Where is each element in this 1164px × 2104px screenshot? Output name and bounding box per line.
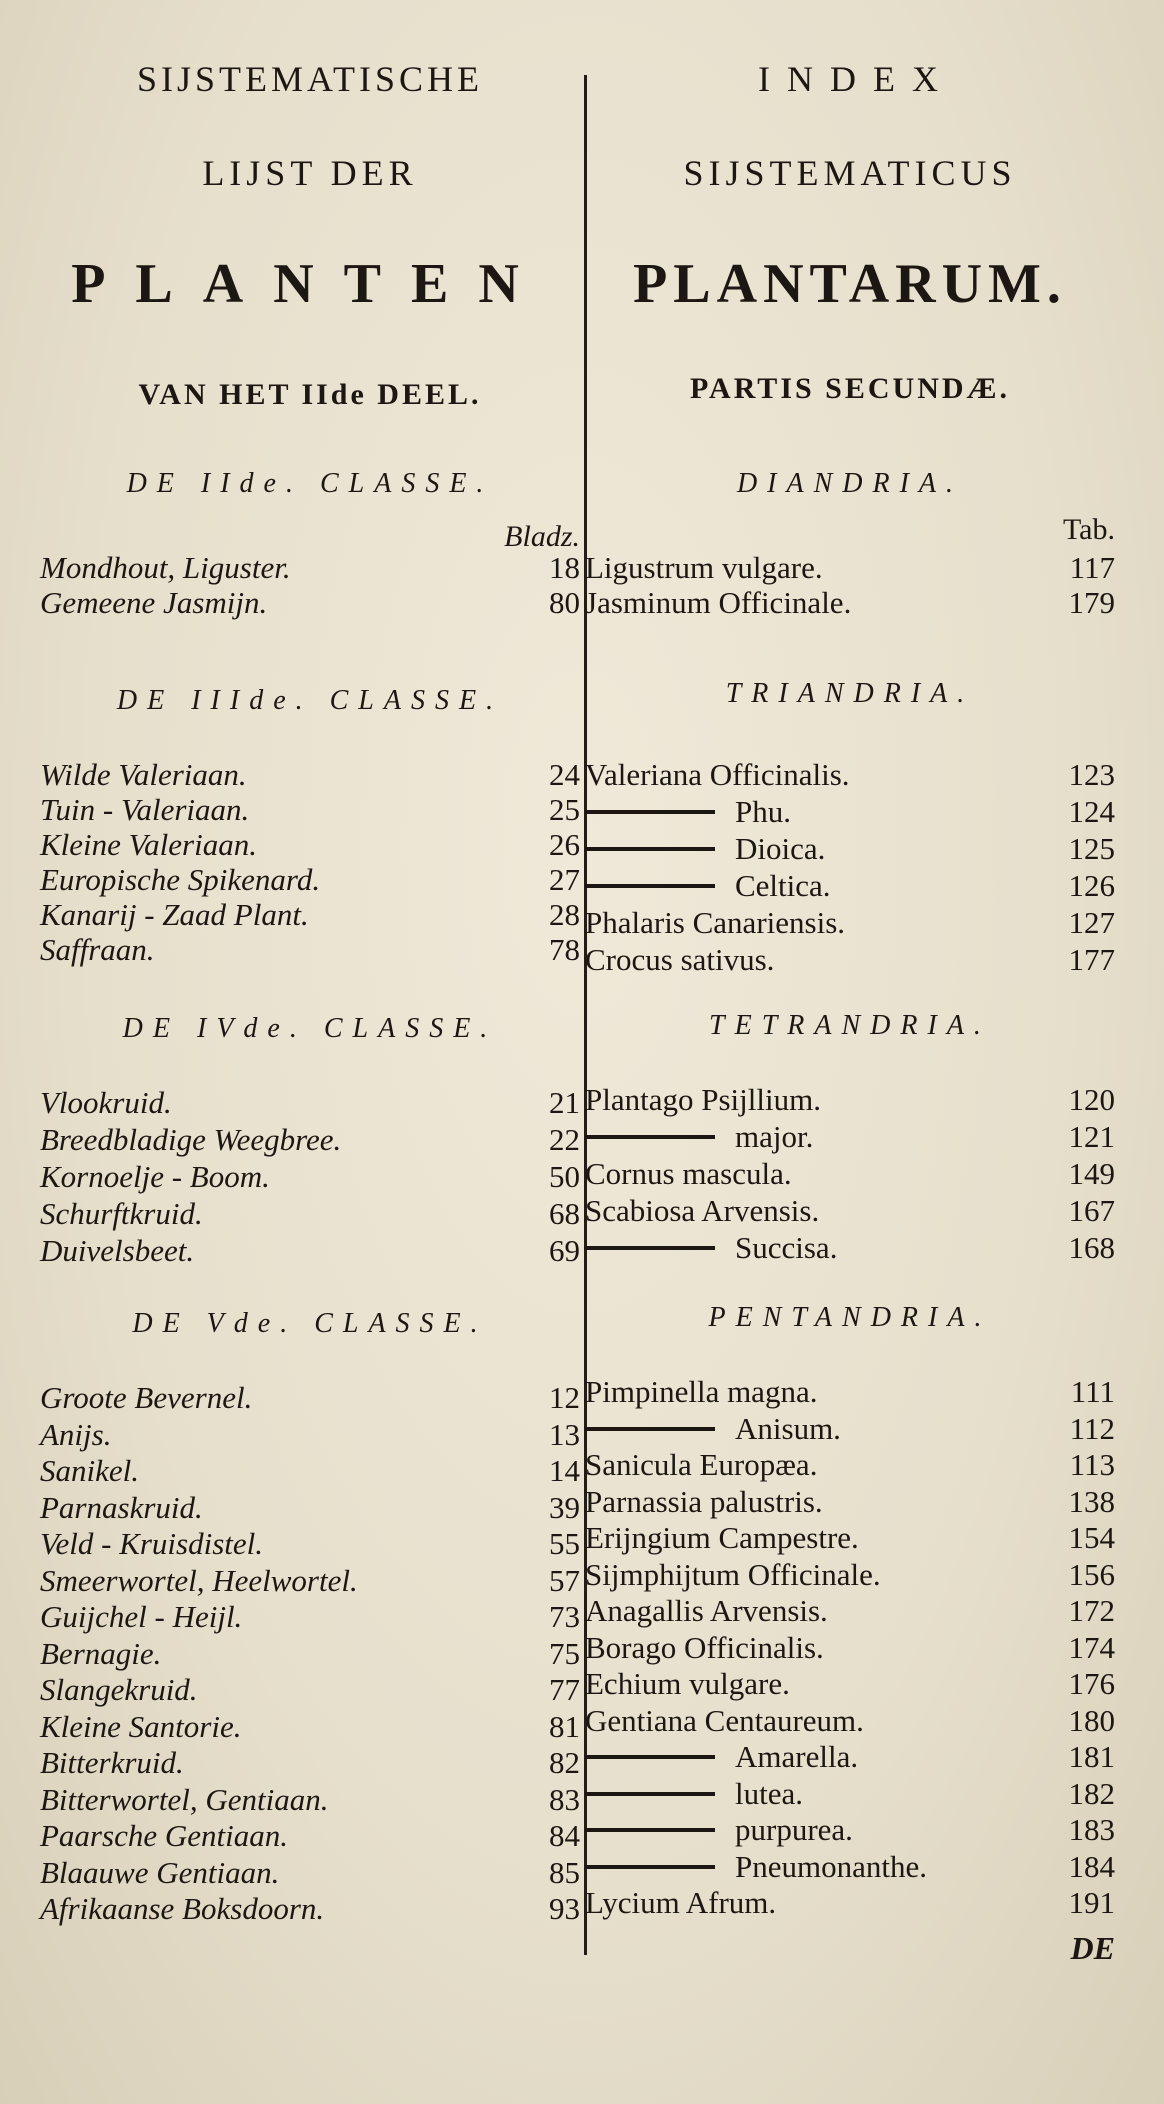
entry-number: 93	[549, 1891, 580, 1926]
entry-number: 167	[1068, 1193, 1115, 1228]
entry-name: Groote Bevernel.	[40, 1380, 253, 1415]
page-column-label: Bladz.	[504, 520, 580, 553]
entry-number: 125	[1068, 831, 1115, 866]
entry-name: Kanarij - Zaad Plant.	[40, 897, 309, 932]
index-entry	[40, 1782, 580, 1818]
index-entry	[40, 1636, 580, 1672]
entry-name: Tuin - Valeriaan.	[40, 792, 250, 827]
index-entry	[40, 1453, 580, 1489]
entry-number: 80	[549, 585, 580, 620]
entry-name: Breedbladige Weegbree.	[40, 1122, 342, 1157]
index-entry	[40, 550, 580, 586]
index-entry	[40, 1380, 580, 1416]
entry-name: Smeerwortel, Heelwortel.	[40, 1562, 358, 1598]
index-entry	[585, 794, 1115, 830]
entry-name: Sanicula Europæa.	[585, 1447, 818, 1482]
entry-number: 123	[1068, 757, 1115, 792]
section-heading: DE IVde. CLASSE.	[122, 1013, 498, 1044]
entry-name: Dioica.	[735, 831, 826, 866]
entry-name: Amarella.	[735, 1739, 859, 1774]
index-entry	[585, 1230, 1115, 1266]
ditto-dash	[585, 1135, 715, 1139]
entry-name: Scabiosa Arvensis.	[585, 1193, 820, 1228]
entry-number: 50	[549, 1159, 580, 1194]
entry-name: Borago Officinalis.	[585, 1629, 824, 1665]
entry-number: 55	[549, 1526, 580, 1561]
index-entry	[40, 1709, 580, 1745]
entry-name: Parnassia palustris.	[585, 1483, 823, 1519]
index-entry	[585, 1447, 1115, 1483]
entry-name: Phalaris Canariensis.	[585, 905, 846, 940]
entry-number: 14	[549, 1453, 580, 1488]
section-heading: DE IIde. CLASSE.	[126, 468, 494, 499]
index-entry	[585, 757, 1115, 793]
entry-number: 154	[1068, 1520, 1115, 1555]
entry-number: 85	[549, 1854, 580, 1890]
entry-name: Celtica.	[735, 868, 831, 903]
ditto-dash	[585, 810, 715, 814]
ditto-dash	[585, 1828, 715, 1832]
entry-number: 168	[1068, 1230, 1115, 1265]
index-entry	[40, 1196, 580, 1232]
index-entry	[40, 1085, 580, 1121]
entry-number: 21	[549, 1085, 580, 1120]
ditto-dash	[585, 1792, 715, 1796]
entry-name: major.	[735, 1119, 814, 1154]
index-entry	[585, 1812, 1115, 1848]
entry-name: Gentiana Centaureum.	[585, 1702, 864, 1738]
plate-column-label: Tab.	[1062, 513, 1115, 546]
index-entry	[585, 905, 1115, 941]
entry-number: 82	[549, 1745, 580, 1780]
index-entry	[40, 1417, 580, 1453]
section-heading: DE IIIde. CLASSE.	[116, 685, 504, 716]
entry-number: 113	[1069, 1447, 1115, 1482]
index-entry	[585, 1156, 1115, 1192]
entry-number: 78	[549, 932, 580, 967]
entry-name: Parnaskruid.	[40, 1489, 203, 1525]
entry-name: Pimpinella magna.	[585, 1374, 818, 1409]
entry-name: Pneumonanthe.	[735, 1848, 927, 1884]
entry-name: Jasminum Officinale.	[585, 585, 852, 620]
index-entry	[585, 550, 1115, 586]
index-entry	[40, 897, 580, 933]
entry-number: 149	[1068, 1156, 1115, 1191]
entry-name: Phu.	[735, 794, 791, 829]
index-entry	[585, 1739, 1115, 1775]
index-entry	[40, 827, 580, 863]
index-entry	[40, 585, 580, 621]
right-title-line-2: SIJSTEMATICUS	[683, 153, 1017, 193]
index-entry	[585, 1193, 1115, 1229]
index-entry	[40, 1599, 580, 1635]
entry-name: Paarsche Gentiaan.	[40, 1818, 288, 1853]
entry-number: 75	[549, 1635, 580, 1671]
index-entry	[40, 1122, 580, 1158]
index-entry	[585, 1119, 1115, 1155]
entry-number: 182	[1068, 1775, 1115, 1811]
entry-number: 25	[549, 792, 580, 827]
ditto-dash	[585, 847, 715, 851]
entry-number: 73	[549, 1599, 580, 1634]
index-entry	[40, 1855, 580, 1891]
entry-name: Blaauwe Gentiaan.	[40, 1854, 280, 1890]
entry-number: 26	[549, 827, 580, 862]
index-entry	[40, 1818, 580, 1854]
entry-name: Lycium Afrum.	[585, 1885, 777, 1920]
index-entry	[40, 1745, 580, 1781]
entry-number: 181	[1068, 1739, 1115, 1774]
entry-number: 179	[1068, 585, 1115, 620]
index-entry	[585, 1484, 1115, 1520]
ditto-dash	[585, 1755, 715, 1759]
entry-name: Bitterkruid.	[40, 1745, 184, 1780]
index-entry	[40, 1490, 580, 1526]
entry-name: Gemeene Jasmijn.	[40, 585, 268, 620]
entry-name: Vlookruid.	[40, 1085, 172, 1120]
entry-number: 138	[1068, 1483, 1115, 1519]
entry-name: Cornus mascula.	[585, 1156, 792, 1191]
index-entry	[40, 932, 580, 968]
entry-number: 68	[549, 1196, 580, 1231]
index-entry	[585, 1411, 1115, 1447]
entry-number: 83	[549, 1781, 580, 1817]
entry-number: 39	[549, 1489, 580, 1525]
index-entry	[585, 1666, 1115, 1702]
index-entry	[40, 1159, 580, 1195]
entry-number: 126	[1068, 868, 1115, 903]
entry-number: 174	[1068, 1629, 1115, 1665]
entry-name: Saffraan.	[40, 932, 155, 967]
index-entry	[40, 862, 580, 898]
entry-name: Kleine Santorie.	[40, 1708, 242, 1744]
entry-name: Schurftkruid.	[40, 1196, 203, 1231]
entry-number: 124	[1068, 794, 1115, 829]
entry-name: lutea.	[735, 1775, 803, 1811]
section-heading: TRIANDRIA.	[725, 678, 975, 709]
entry-name: Ligustrum vulgare.	[585, 550, 823, 585]
index-entry	[585, 1374, 1115, 1410]
entry-number: 24	[549, 757, 580, 792]
entry-number: 176	[1068, 1666, 1115, 1701]
entry-number: 156	[1068, 1556, 1115, 1592]
entry-number: 84	[549, 1818, 580, 1853]
entry-name: Succisa.	[735, 1230, 838, 1265]
index-entry	[40, 757, 580, 793]
index-entry	[40, 1672, 580, 1708]
entry-name: Veld - Kruisdistel.	[40, 1526, 264, 1561]
entry-name: Afrikaanse Boksdoorn.	[40, 1891, 325, 1926]
index-entry	[585, 942, 1115, 978]
entry-number: 121	[1068, 1119, 1115, 1154]
index-entry	[585, 1082, 1115, 1118]
right-title-line-4: PARTIS SECUNDÆ.	[689, 372, 1011, 405]
entry-name: Kornoelje - Boom.	[40, 1159, 270, 1194]
entry-number: 177	[1068, 942, 1115, 977]
entry-name: Valeriana Officinalis.	[585, 757, 850, 792]
index-entry	[40, 1233, 580, 1269]
entry-name: Anagallis Arvensis.	[585, 1593, 828, 1628]
index-entry	[585, 1630, 1115, 1666]
ditto-dash	[585, 884, 715, 888]
index-entry	[585, 1557, 1115, 1593]
index-entry	[585, 585, 1115, 621]
entry-name: Erijngium Campestre.	[585, 1520, 859, 1555]
entry-number: 18	[549, 550, 580, 585]
entry-name: Echium vulgare.	[585, 1666, 790, 1701]
index-entry	[585, 1776, 1115, 1812]
entry-number: 120	[1068, 1082, 1115, 1117]
entry-number: 111	[1070, 1374, 1115, 1409]
entry-number: 22	[549, 1122, 580, 1157]
section-heading: PENTANDRIA.	[708, 1302, 992, 1333]
entry-number: 117	[1069, 550, 1115, 585]
entry-name: Slangekruid.	[40, 1672, 198, 1707]
left-title-line-4: VAN HET IIde DEEL.	[138, 378, 482, 411]
right-title-line-1: I N D E X	[758, 59, 942, 99]
entry-name: Anijs.	[40, 1416, 112, 1452]
entry-name: Plantago Psijllium.	[585, 1082, 821, 1117]
index-entry	[585, 831, 1115, 867]
section-heading: DIANDRIA.	[736, 468, 964, 499]
entry-number: 112	[1069, 1410, 1115, 1446]
section-heading: DE Vde. CLASSE.	[132, 1308, 488, 1339]
index-entry	[585, 868, 1115, 904]
entry-number: 57	[549, 1562, 580, 1598]
entry-number: 191	[1068, 1885, 1115, 1920]
index-entry	[40, 1563, 580, 1599]
entry-number: 81	[549, 1708, 580, 1744]
entry-number: 12	[549, 1380, 580, 1415]
index-entry	[585, 1703, 1115, 1739]
entry-name: Bitterwortel, Gentiaan.	[40, 1781, 329, 1817]
entry-name: Europische Spikenard.	[40, 862, 321, 897]
right-title-line-3: PLANTARUM.	[633, 253, 1067, 315]
left-title-line-2: LIJST DER	[202, 153, 418, 193]
entry-number: 172	[1068, 1593, 1115, 1628]
entry-name: Duivelsbeet.	[40, 1233, 195, 1268]
entry-number: 183	[1068, 1812, 1115, 1847]
entry-name: Kleine Valeriaan.	[40, 827, 257, 862]
entry-name: purpurea.	[735, 1812, 853, 1847]
index-entry	[585, 1520, 1115, 1556]
entry-number: 184	[1068, 1848, 1115, 1884]
index-entry	[40, 1526, 580, 1562]
ditto-dash	[585, 1246, 715, 1250]
index-entry	[585, 1593, 1115, 1629]
index-entry	[585, 1885, 1115, 1921]
entry-number: 13	[549, 1416, 580, 1452]
entry-name: Crocus sativus.	[585, 942, 775, 977]
entry-number: 69	[549, 1233, 580, 1268]
catchword: DE	[1070, 1930, 1115, 1966]
entry-number: 28	[549, 897, 580, 932]
ditto-dash	[585, 1427, 715, 1431]
entry-number: 180	[1068, 1702, 1115, 1738]
left-title-line-3: PLANTEN	[71, 253, 549, 315]
index-entry	[585, 1849, 1115, 1885]
entry-name: Sijmphijtum Officinale.	[585, 1556, 881, 1592]
left-title-line-1: SIJSTEMATISCHE	[136, 59, 484, 99]
entry-number: 77	[549, 1672, 580, 1707]
entry-number: 27	[549, 862, 580, 897]
ditto-dash	[585, 1865, 715, 1869]
section-heading: TETRANDRIA.	[709, 1010, 991, 1041]
entry-name: Mondhout, Liguster.	[40, 550, 291, 585]
index-entry	[40, 1891, 580, 1927]
entry-name: Anisum.	[735, 1410, 841, 1446]
index-entry	[40, 792, 580, 828]
entry-number: 127	[1068, 905, 1115, 940]
entry-name: Guijchel - Heijl.	[40, 1599, 243, 1634]
entry-name: Sanikel.	[40, 1453, 139, 1488]
entry-name: Bernagie.	[40, 1635, 162, 1671]
entry-name: Wilde Valeriaan.	[40, 757, 247, 792]
